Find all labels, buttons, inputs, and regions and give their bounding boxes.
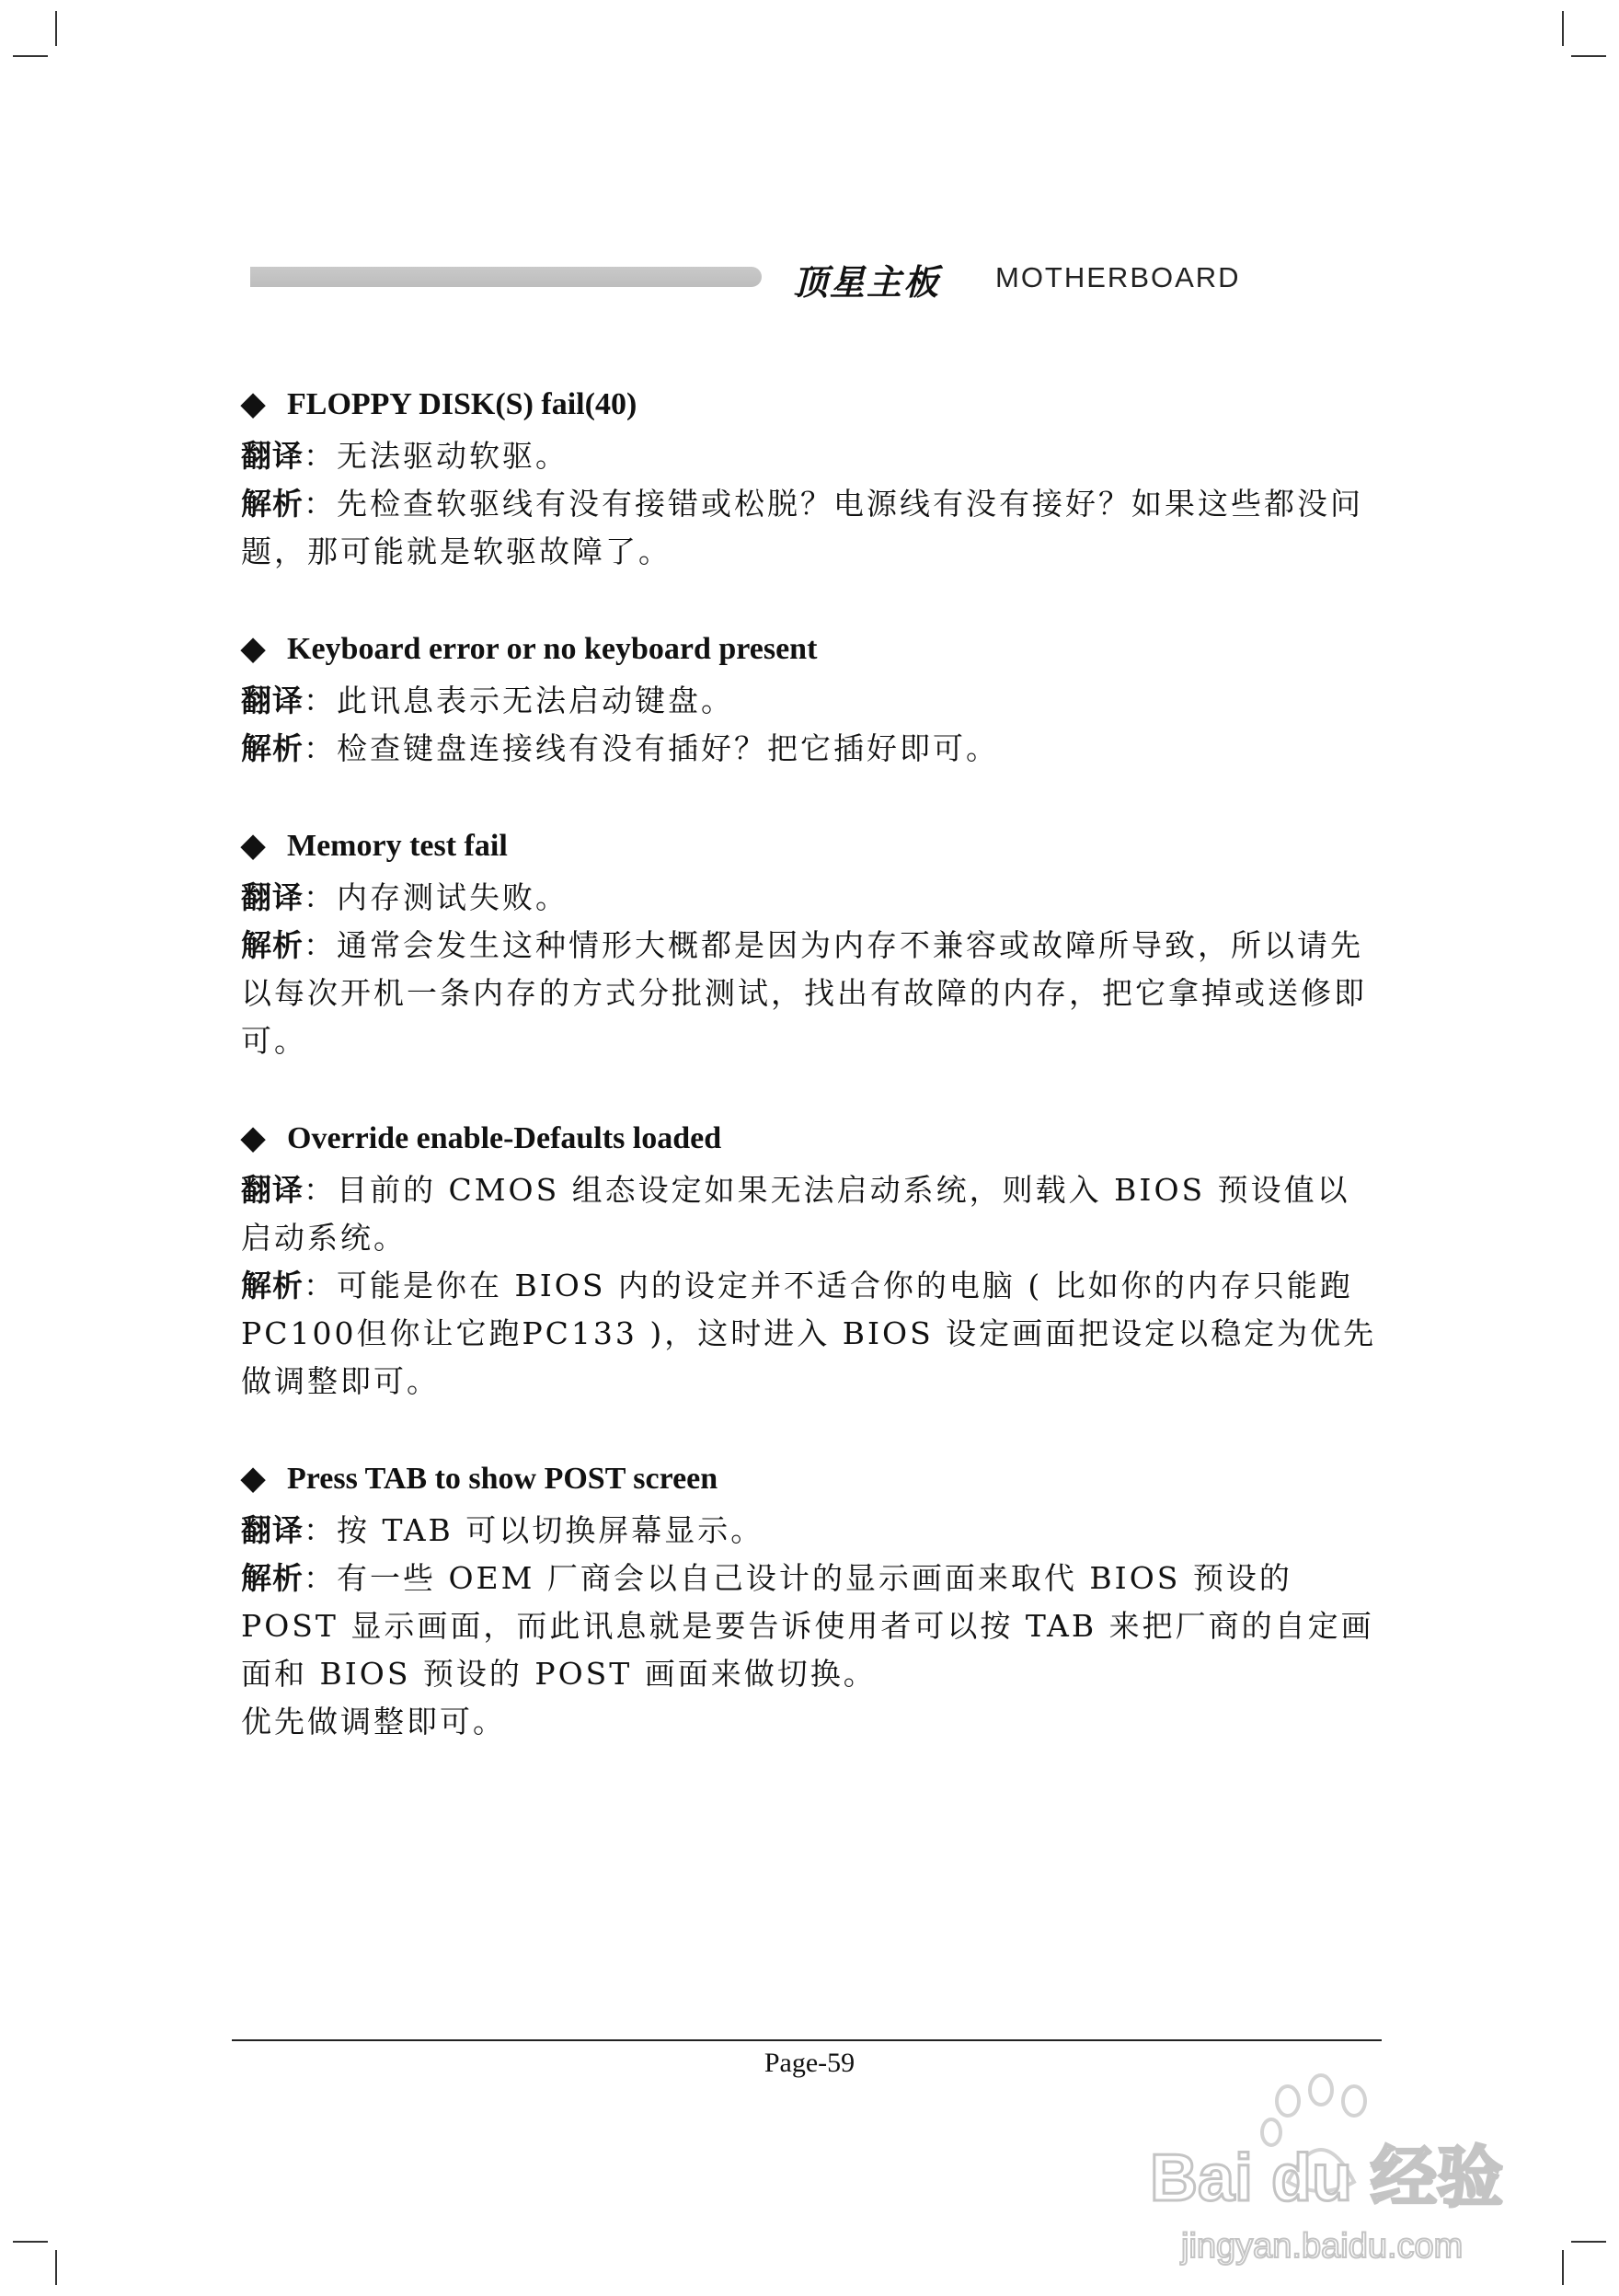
baidu-watermark [1141, 2053, 1545, 2274]
brand-title-cn: 顶星主板 [793, 262, 941, 303]
analysis-text: ：先检查软驱线有没有接错或松脱？电源线有没有接好？如果这些都没问题，那可能就是软驱故障了。 [241, 486, 1363, 569]
analysis [241, 725, 1382, 773]
section-memory [241, 826, 1382, 1065]
analysis-label: 解析 [241, 1268, 304, 1303]
analysis-label: 解析 [241, 730, 304, 766]
section-title [241, 1459, 1382, 1499]
section-keyboard [241, 629, 1382, 773]
crop-mark [1562, 2250, 1564, 2285]
translation [241, 677, 1382, 725]
translation-text: ：无法驱动软驱。 [304, 438, 568, 474]
analysis-label: 解析 [241, 486, 304, 522]
section-title [241, 1119, 1382, 1159]
analysis [241, 480, 1382, 576]
translation [241, 1166, 1382, 1262]
diamond-bullet-icon: ◆ [241, 1121, 266, 1155]
translation-label: 翻译 [241, 438, 304, 474]
analysis [241, 922, 1382, 1065]
analysis [241, 1262, 1382, 1406]
footer-rule [232, 2039, 1382, 2041]
analysis-text: ：有一些 OEM 厂商会以自己设计的显示画面来取代 BIOS 预设的 POST 显示画面，而此讯息就是要告诉使用者可以按 TAB 来把厂商的自定画面和 BIOS 预设的 POST 画面来做切换。 [241, 1560, 1374, 1692]
translation-text: ：按 TAB 可以切换屏幕显示。 [304, 1512, 764, 1548]
translation-label: 翻译 [241, 879, 304, 915]
diamond-bullet-icon: ◆ [241, 632, 266, 666]
translation-text: ：内存测试失败。 [304, 879, 568, 915]
crop-mark [55, 11, 57, 46]
diamond-bullet-icon: ◆ [241, 387, 266, 421]
title-text: Override enable-Defaults loaded [287, 1121, 722, 1155]
diamond-bullet-icon: ◆ [241, 1462, 266, 1496]
title-text: Press TAB to show POST screen [287, 1462, 718, 1496]
analysis-text: ：可能是你在 BIOS 内的设定并不适合你的电脑 ( 比如你的内存只能跑PC100但你让它跑PC133 )，这时进入 BIOS 设定画面把设定以稳定为优先做调整即可。 [241, 1268, 1377, 1399]
section-title [241, 826, 1382, 867]
analysis-text: ：通常会发生这种情形大概都是因为内存不兼容或故障所导致，所以请先以每次开机一条内存的方式分批测试，找出有故障的内存，把它拿掉或送修即可。 [241, 927, 1367, 1059]
page-number: Page-59 [764, 2048, 855, 2078]
diamond-bullet-icon: ◆ [241, 829, 266, 863]
translation-label: 翻译 [241, 1512, 304, 1548]
watermark-url: jingyan.baidu.com [1181, 2227, 1464, 2266]
header-bar [250, 267, 762, 287]
section-title [241, 629, 1382, 670]
translation [241, 1507, 1382, 1555]
translation-text: ：目前的 CMOS 组态设定如果无法启动系统，则载入 BIOS 预设值以启动系统。 [241, 1172, 1350, 1256]
title-text: Keyboard error or no keyboard present [287, 632, 818, 666]
section-floppy [241, 385, 1382, 576]
translation-label: 翻译 [241, 683, 304, 718]
crop-mark [1562, 11, 1564, 46]
translation-label: 翻译 [241, 1172, 304, 1208]
section-override [241, 1119, 1382, 1406]
analysis [241, 1555, 1382, 1698]
translation-text: ：此讯息表示无法启动键盘。 [304, 683, 734, 718]
crop-mark [1571, 55, 1606, 57]
section-press-tab [241, 1459, 1382, 1746]
crop-mark [1571, 2241, 1606, 2243]
translation [241, 432, 1382, 480]
crop-mark [13, 2241, 48, 2243]
crop-mark [55, 2250, 57, 2285]
extra-line: 优先做调整即可。 [241, 1704, 506, 1739]
content [241, 385, 1382, 1799]
brand-title-en: MOTHERBOARD [995, 261, 1241, 293]
title-text: Memory test fail [287, 829, 508, 863]
watermark-brand: Bai du 经验 [1150, 2141, 1504, 2215]
analysis-label: 解析 [241, 927, 304, 963]
analysis-text: ：检查键盘连接线有没有插好？把它插好即可。 [304, 730, 999, 766]
section-title [241, 385, 1382, 425]
translation [241, 874, 1382, 922]
crop-mark [13, 55, 48, 57]
title-text: FLOPPY DISK(S) fail(40) [287, 387, 637, 421]
analysis-label: 解析 [241, 1560, 304, 1596]
